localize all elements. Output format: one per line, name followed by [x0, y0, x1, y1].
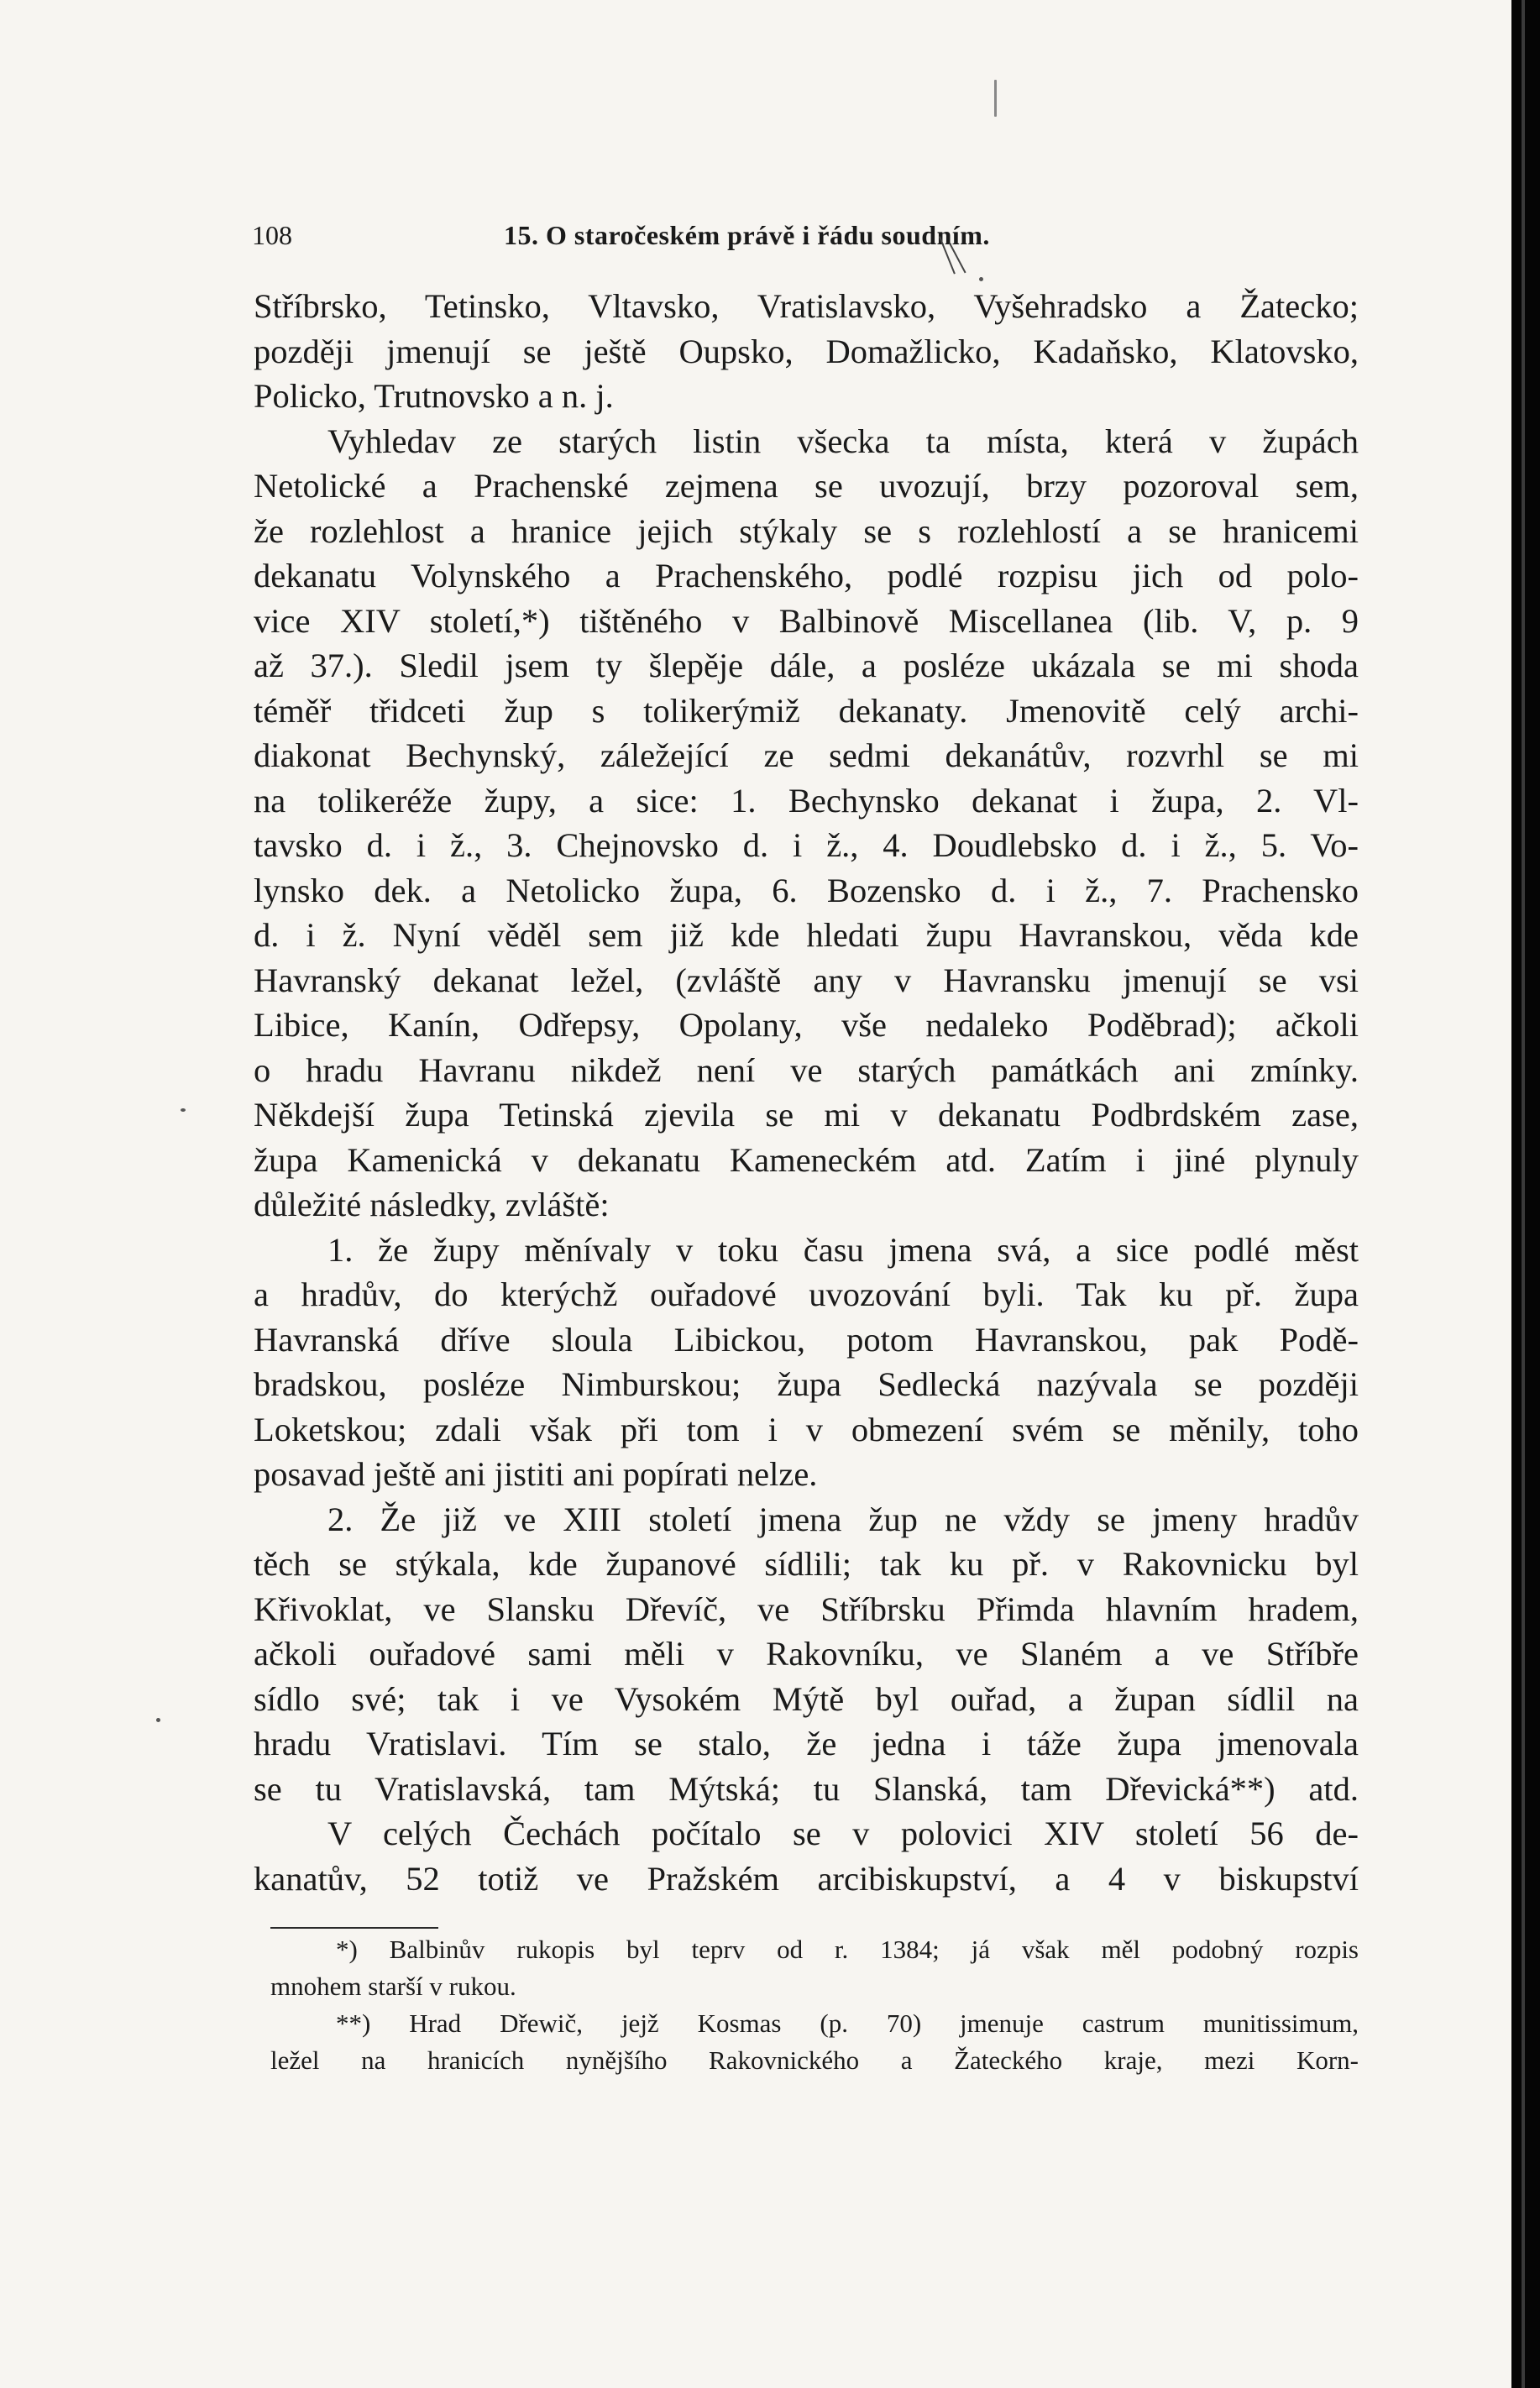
text-line: sídlo své; tak i ve Vysokém Mýtě byl ouřad, a župan sídlil na	[254, 1679, 1359, 1718]
text-line: Křivoklat, ve Slansku Dřevíč, ve Stříbrsku Přimda hlavním hradem,	[254, 1589, 1359, 1628]
scan-speck	[181, 1108, 186, 1112]
text-line: ačkoli ouřadové sami měli v Rakovníku, ve Slaném a ve Stříbře	[254, 1635, 1359, 1673]
page-edge-line	[1522, 0, 1525, 2388]
text-line: d. i ž. Nyní věděl sem již kde hledati župu Havranskou, věda kde	[254, 916, 1359, 954]
text-line: téměř třidceti žup s tolikerýmiž dekanaty. Jmenovitě celý archi-	[254, 691, 1359, 730]
text-line: o hradu Havranu nikdež není ve starých památkách ani zmínky.	[254, 1050, 1359, 1089]
scan-speck	[994, 80, 997, 117]
scan-speck	[979, 277, 983, 281]
footnote-line: **) Hrad Dřewič, jejž Kosmas (p. 70) jmenuje castrum munitissimum,	[336, 2008, 1359, 2038]
text-line: diakonat Bechynský, záležející ze sedmi dekanátův, rozvrhl se mi	[254, 736, 1359, 774]
running-head: 15. O staročeském právě i řádu soudním.	[504, 220, 990, 250]
body-text	[254, 284, 1359, 1901]
text-line: později jmenují se ještě Oupsko, Domažlicko, Kadaňsko, Klatovsko,	[254, 332, 1359, 370]
text-line: že rozlehlost a hranice jejich stýkaly se s rozlehlostí a se hranicemi	[254, 511, 1359, 550]
page-header	[252, 220, 1360, 257]
footnote-line: mnohem starší v rukou.	[270, 1972, 516, 2001]
text-line: a hradův, do kterýchž ouřadové uvozování byli. Tak ku př. župa	[254, 1275, 1359, 1313]
text-line: V celých Čechách počítalo se v polovici XIV století 56 de-	[327, 1815, 1359, 1852]
text-line: Libice, Kanín, Odřepsy, Opolany, vše nedaleko Poděbrad); ačkoli	[254, 1006, 1359, 1044]
text-line: Havranská dříve sloula Libickou, potom Havranskou, pak Podě-	[254, 1320, 1359, 1359]
text-line: 1. že župy měnívaly v toku času jmena svá, a sice podlé měst	[327, 1230, 1359, 1269]
text-line: se tu Vratislavská, tam Mýtská; tu Slanská, tam Dřevická**) atd.	[254, 1769, 1359, 1808]
footnotes	[270, 1931, 1359, 2079]
text-line: tavsko d. i ž., 3. Chejnovsko d. i ž., 4. Doudlebsko d. i ž., 5. Vo-	[254, 826, 1359, 864]
text-line: Havranský dekanat ležel, (zvláště any v Havransku jmenují se vsi	[254, 961, 1359, 999]
footnote-line: *) Balbinův rukopis byl teprv od r. 1384; já však měl podobný rozpis	[336, 1935, 1359, 1964]
footnote-line: ležel na hranicích nynějšího Rakovnického a Žateckého kraje, mezi Korn-	[270, 2045, 1359, 2075]
text-line: posavad ještě ani jistiti ani popírati nelze.	[254, 1455, 818, 1493]
page-number: 108	[252, 220, 292, 250]
text-line: až 37.). Sledil jsem ty šlepěje dále, a posléze ukázala se mi shoda	[254, 647, 1359, 684]
text-line: Netolické a Prachenské zejmena se uvozují, brzy pozoroval sem,	[254, 467, 1359, 505]
text-line: Loketskou; zdali však při tom i v obmezení svém se měnily, toho	[254, 1410, 1359, 1448]
text-line: Policko, Trutnovsko a n. j.	[254, 377, 614, 415]
text-line: bradskou, posléze Nimburskou; župa Sedlecká nazývala se později	[254, 1365, 1359, 1403]
text-line: kanatův, 52 totiž ve Pražském arcibiskupství, a 4 v biskupství	[254, 1859, 1359, 1898]
text-line: Stříbrsko, Tetinsko, Vltavsko, Vratislavsko, Vyšehradsko a Žatecko;	[254, 287, 1359, 325]
text-line: Někdejší župa Tetinská zjevila se mi v dekanatu Podbrdském zase,	[254, 1096, 1359, 1134]
text-line: lynsko dek. a Netolicko župa, 6. Bozensko d. i ž., 7. Prachensko	[254, 871, 1359, 909]
text-line: hradu Vratislavi. Tím se stalo, že jedna i táže župa jmenovala	[254, 1725, 1359, 1762]
text-line: Vyhledav ze starých listin všecka ta místa, která v župách	[327, 422, 1359, 460]
footnote-divider	[270, 1927, 438, 1929]
text-line: těch se stýkala, kde županové sídlili; tak ku př. v Rakovnicku byl	[254, 1545, 1359, 1583]
text-line: na tolikeréže župy, a sice: 1. Bechynsko dekanat i župa, 2. Vl-	[254, 781, 1359, 820]
text-line: 2. Že již ve XIII století jmena žup ne vždy se jmeny hradův	[327, 1500, 1359, 1538]
scan-speck	[156, 1718, 160, 1722]
text-line: dekanatu Volynského a Prachenského, podlé rozpisu jich od polo-	[254, 557, 1359, 594]
text-line: vice XIV století,*) tištěného v Balbinově Miscellanea (lib. V, p. 9	[254, 601, 1359, 640]
text-line: župa Kamenická v dekanatu Kameneckém atd. Zatím i jiné plynuly	[254, 1140, 1359, 1179]
text-line: důležité následky, zvláště:	[254, 1186, 610, 1223]
page-edge	[1511, 0, 1540, 2388]
